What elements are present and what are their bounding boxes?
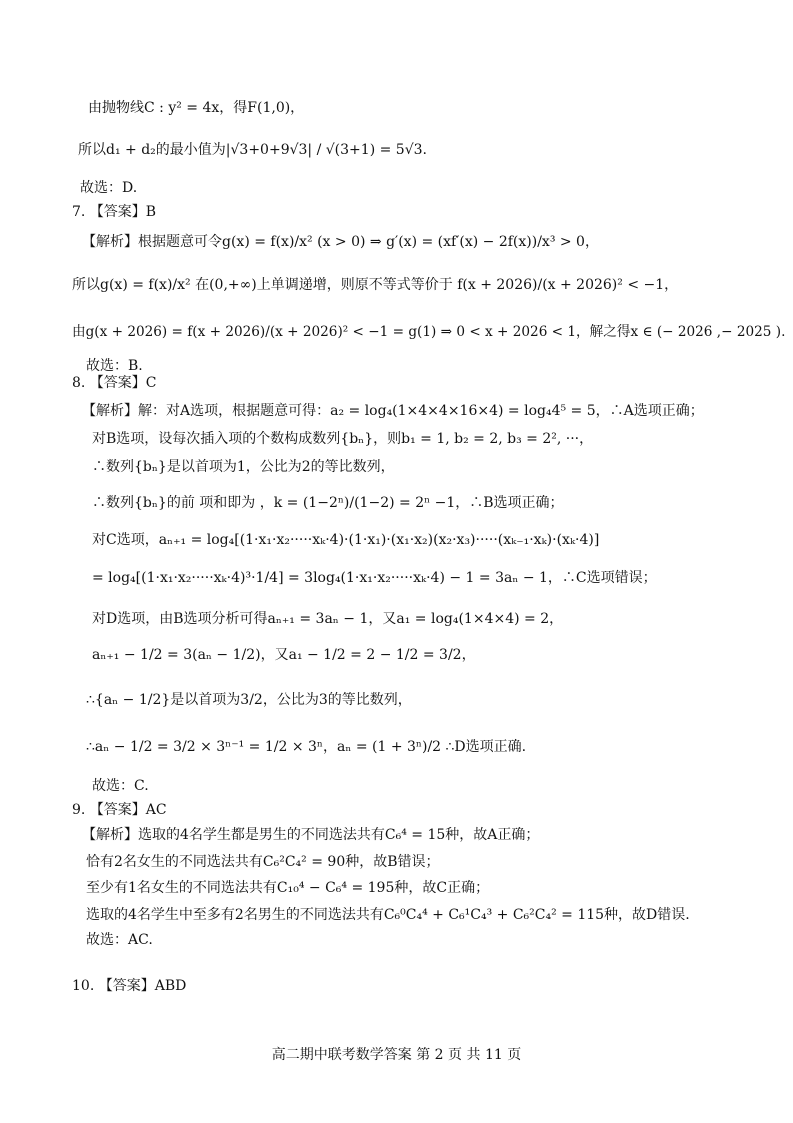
question-answer-heading: 9. 【答案】AC [72,802,167,818]
text-line: 所以d₁ + d₂的最小值为|√3+0+9√3| / √(3+1) = 5√3. [78,142,427,158]
text-line: 对D选项，由B选项分析可得aₙ₊₁ = 3aₙ − 1，又a₁ = log₄(1×4×4) = 2， [92,611,564,627]
question-answer-heading: 8. 【答案】C [72,375,157,391]
question-answer-heading: 10. 【答案】ABD [72,978,187,994]
text-line: 对B选项，设每次插入项的个数构成数列{bₙ}，则b₁ = 1, b₂ = 2, b₃ = 2², ···， [92,431,594,447]
text-line: ∴数列{bₙ}的前 项和即为 ，k = (1−2ⁿ)/(1−2) = 2ⁿ −1，∴B选项正确； [92,495,564,511]
text-line: 故选：C. [92,778,149,794]
text-line: 至少有1名女生的不同选法共有C₁₀⁴ − C₆⁴ = 195种，故C正确； [86,880,490,896]
question-answer-heading: 7. 【答案】B [72,204,157,220]
text-line: 故选：D. [80,180,138,196]
text-line: 【解析】解：对A选项，根据题意可得：a₂ = log₄(1×4×4×16×4) = log₄4⁵ = 5，∴A选项正确； [82,403,704,419]
text-line: 恰有2名女生的不同选法共有C₆²C₄² = 90种，故B错误； [86,854,440,870]
text-line: 故选：AC. [86,932,153,948]
text-line: 选取的4名学生中至多有2名男生的不同选法共有C₆⁰C₄⁴ + C₆¹C₄³ + C₆²C₄² = 115种，故D错误. [86,907,690,923]
text-line: 【解析】根据题意可令g(x) = f(x)/x² (x > 0) ⇒ g′(x) = (xf′(x) − 2f(x))/x³ > 0， [82,234,599,250]
text-line: ∴{aₙ − 1/2}是以首项为3/2，公比为3的等比数列， [86,692,412,708]
text-line: 故选：B. [86,358,143,374]
text-line: aₙ₊₁ − 1/2 = 3(aₙ − 1/2)，又a₁ − 1/2 = 2 − 1/2 = 3/2， [92,647,476,663]
text-line: ∴数列{bₙ}是以首项为1，公比为2的等比数列， [92,459,395,475]
text-line: 对C选项，aₙ₊₁ = log₄[(1·x₁·x₂·····xₖ·4)·(1·x₁)·(x₁·x₂)(x₂·x₃)·····(xₖ₋₁·xₖ)·(xₖ·4)] [92,532,600,548]
text-line: ∴aₙ − 1/2 = 3/2 × 3ⁿ⁻¹ = 1/2 × 3ⁿ，aₙ = (1 + 3ⁿ)/2 ∴D选项正确. [86,739,527,755]
text-line: 所以g(x) = f(x)/x² 在(0,+∞)上单调递增，则原不等式等价于 f(x + 2026)/(x + 2026)² < −1， [72,277,679,293]
text-line: = log₄[(1·x₁·x₂·····xₖ·4)³·1/4] = 3log₄(1·x₁·x₂·····xₖ·4) − 1 = 3aₙ − 1，∴C选项错误； [92,570,657,586]
text-line: 由g(x + 2026) = f(x + 2026)/(x + 2026)² < −1 = g(1) ⇒ 0 < x + 2026 < 1，解之得x ∈ (− 2026 ,− 2025 ). [72,324,786,340]
text-line: 由抛物线C : y² = 4x，得F(1,0)， [88,100,305,116]
page-footer: 高二期中联考数学答案 第 2 页 共 11 页 [271,1047,522,1063]
text-line: 【解析】选取的4名学生都是男生的不同选法共有C₆⁴ = 15种，故A正确； [82,827,540,843]
